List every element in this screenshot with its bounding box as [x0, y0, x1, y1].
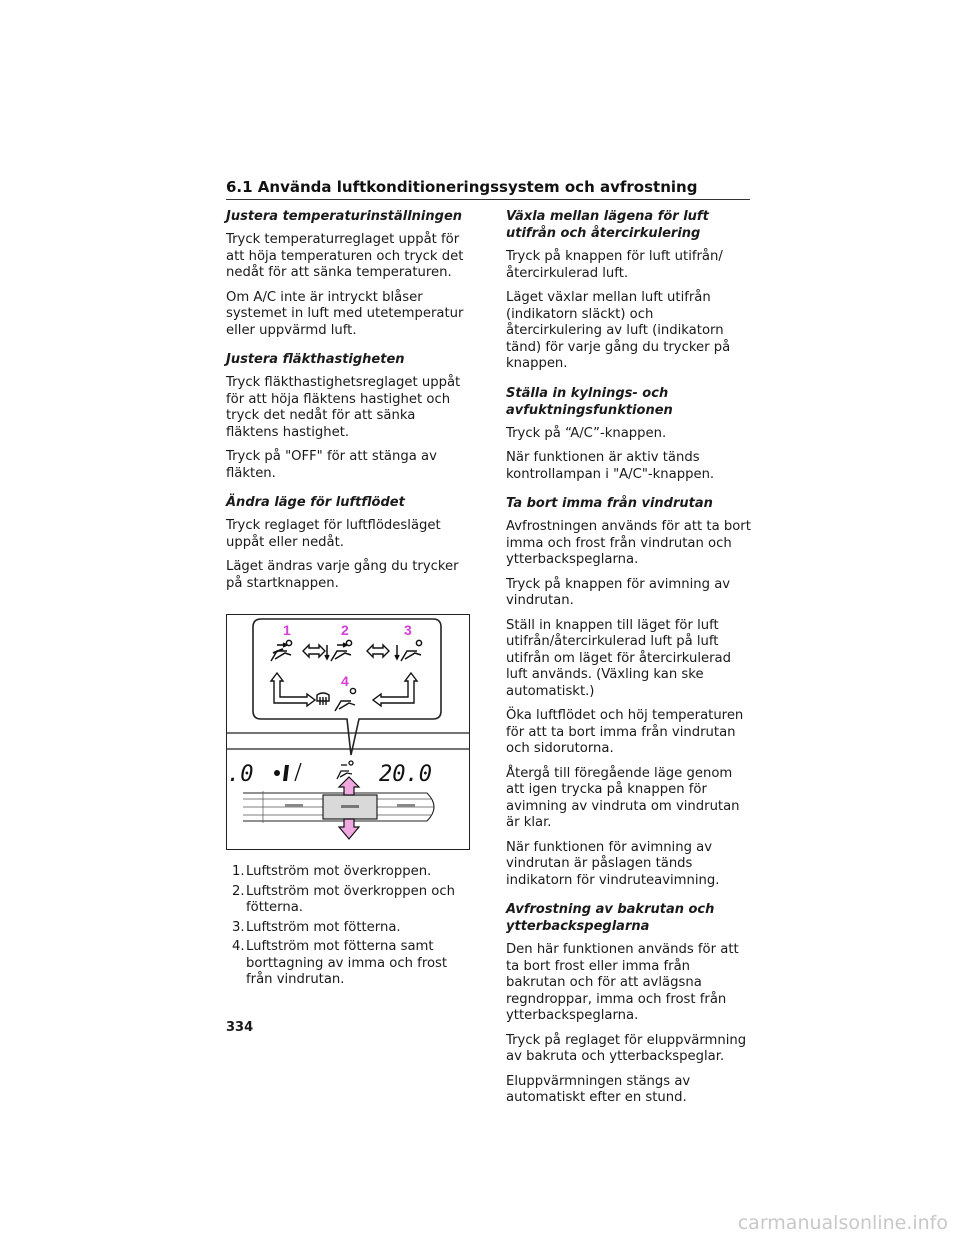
para-defrost-6: När funktionen för avimning av vindrutan är påslagen tänds indikatorn för vindruteavimning.	[506, 839, 720, 888]
panel-mark-left	[285, 804, 303, 807]
para-airflow-1: Tryck reglaget för luftflödesläget uppåt eller nedåt.	[226, 518, 441, 550]
para-defrost-4: Öka luftflödet och höj temperaturen för att ta bort imma från vindrutan och sidorutorna.	[506, 708, 744, 756]
mode-label-3: 3	[404, 622, 412, 638]
para-defrost-1: Avfrostningen används för att ta bort imma och frost från vindrutan och ytterbackspeglarna.	[506, 519, 751, 567]
panel-mark-right	[397, 804, 415, 807]
heading-airflow-mode: Ändra läge för luftflödet	[226, 495, 405, 510]
airflow-diagram	[227, 615, 469, 849]
mode-label-2: 2	[341, 622, 349, 638]
para-defrost-5: Återgå till föregående läge genom att igen trycka på knappen för avimning av vindruta om vindrutan är klar.	[506, 765, 740, 830]
heading-ac: Ställa in kylnings- och avfuktningsfunktionen	[506, 385, 673, 418]
mode-label-4: 4	[341, 673, 349, 689]
section-header: 6.1 Använda luftkonditioneringssystem och avfrostning	[226, 178, 750, 200]
heading-defrost-windshield: Ta bort imma från vindrutan	[506, 496, 713, 511]
para-rear-2: Tryck på reglaget för eluppvärmning av bakruta och ytterbackspeglar.	[506, 1032, 747, 1064]
list-item: 4. Luftström mot fötterna samt borttagning av imma och frost från vindrutan.	[232, 939, 448, 987]
arrow-down-icon	[339, 819, 359, 839]
para-recirc-1: Tryck på knappen för luft utifrån/ återcirkulerad luft.	[506, 249, 723, 281]
watermark: carmanualsonline.info	[737, 1212, 948, 1234]
display-person-icon	[337, 761, 353, 779]
heading-rear-defrost: Avfrostning av bakrutan och ytterbackspeglarna	[506, 902, 715, 934]
list-item: 1. Luftström mot överkroppen.	[232, 864, 432, 879]
para-fan-2: Tryck på "OFF" för att stänga av fläkten.	[226, 449, 437, 481]
para-fan-1: Tryck fläkthastighetsreglaget uppåt för att höja fläktens hastighet och tryck det nedåt för att sänka fläktens hastighet.	[226, 375, 461, 440]
para-temperature-2: Om A/C inte är intryckt blåser systemet in luft med utetemperatur eller uppvärmd luft.	[226, 289, 464, 338]
right-column	[506, 208, 752, 1115]
para-rear-3: Eluppvärmningen stängs av automatiskt efter en stund.	[506, 1073, 691, 1105]
para-ac-2: När funktionen är aktiv tänds kontrollampan i "A/C"-knappen.	[506, 450, 715, 482]
heading-temperature: Justera temperaturinställningen	[226, 209, 463, 224]
temp-left-readout: .0	[227, 762, 254, 787]
switch-mark	[341, 805, 359, 808]
page-number: 334	[226, 1020, 254, 1035]
para-ac-1: Tryck på “A/C”-knappen.	[506, 425, 667, 441]
para-recirc-2: Läget växlar mellan luft utifrån (indikatorn släckt) och återcirkulering av luft (indikatorn tänd) för varje gång du trycker på knappen.	[506, 290, 731, 371]
para-temperature-1: Tryck temperaturreglaget uppåt för att höja temperaturen och tryck det nedåt för att sänka temperaturen.	[226, 232, 464, 280]
airflow-mode-figure	[226, 614, 470, 850]
arrow-up-icon	[339, 777, 359, 795]
para-rear-1: Den här funktionen används för att ta bort frost eller imma från bakrutan och för att avlägsna regndroppar, imma och frost från ytterbackspeglarna.	[506, 942, 739, 1023]
temp-right-readout: 20.0	[379, 762, 432, 787]
list-item: 3. Luftström mot fötterna.	[232, 919, 401, 935]
list-item: 2. Luftström mot överkroppen och fötterna.	[232, 883, 455, 915]
para-defrost-2: Tryck på knappen för avimning av vindrutan.	[506, 576, 731, 608]
fan-level-icon	[274, 765, 289, 781]
heading-recirculation: Växla mellan lägena för luft utifrån och återcirkulering	[506, 209, 709, 241]
heading-fan-speed: Justera fläkthastigheten	[226, 352, 405, 367]
left-column	[226, 208, 470, 992]
para-defrost-3: Ställ in knappen till läget för luft utifrån/återcirkulerad luft på luft utifrån om läget för återcirkulerad luft används. (Växling kan ske automatiskt.)	[506, 617, 731, 699]
mode-label-1: 1	[283, 622, 291, 638]
airflow-mode-list	[226, 864, 470, 989]
para-airflow-2: Läget ändras varje gång du trycker på startknappen.	[226, 559, 459, 591]
display-slash	[295, 763, 301, 781]
